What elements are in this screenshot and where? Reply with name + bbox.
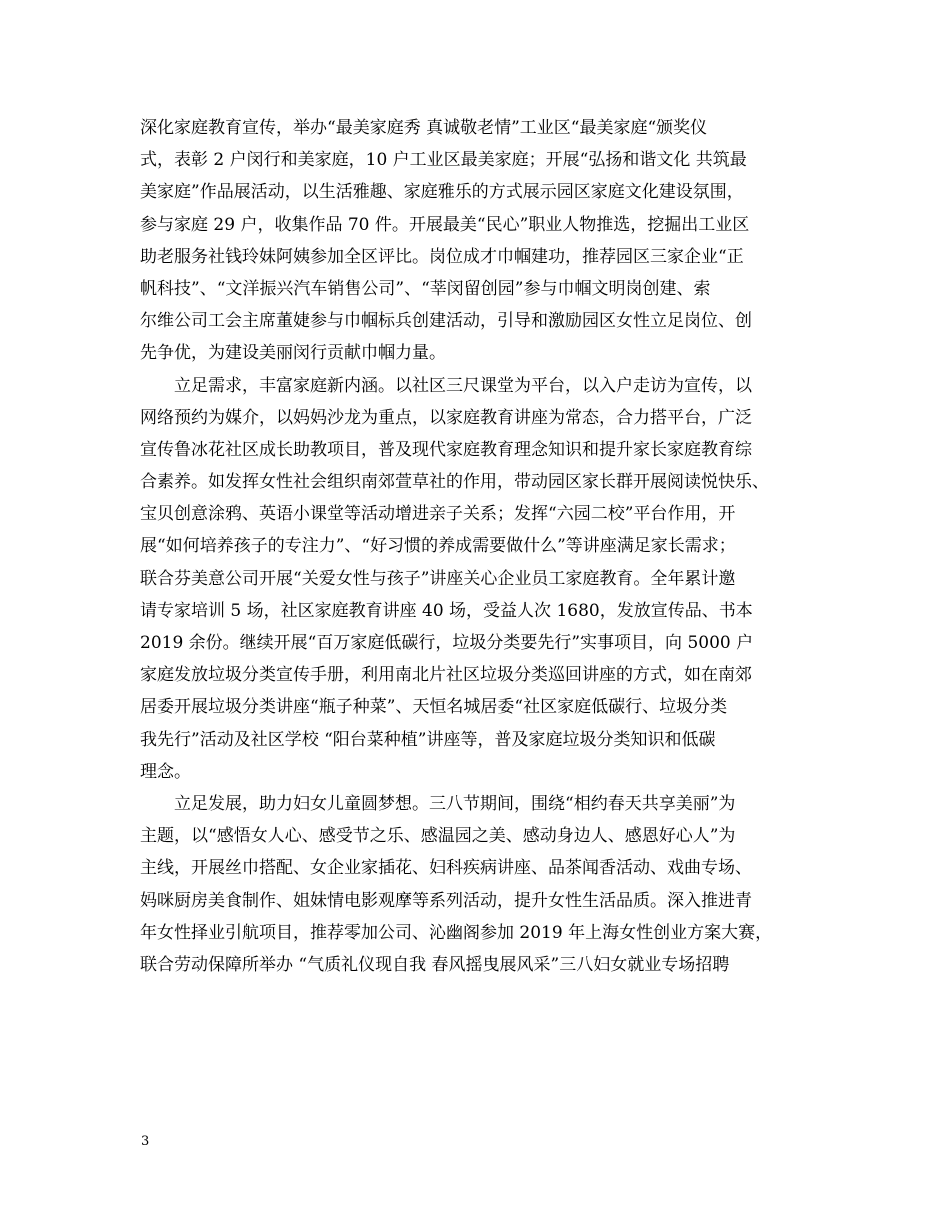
text-line: 帆科技”、“文洋振兴汽车销售公司”、“莘闵留创园”参与巾帼文明岗创建、索 bbox=[140, 278, 711, 299]
text-line: 尔维公司工会主席董婕参与巾帼标兵创建活动，引导和激励园区女性立足岗位、创 bbox=[140, 311, 752, 332]
body-text bbox=[140, 112, 830, 981]
paragraph-start-line: 立足需求，丰富家庭新内涵。以社区三尺课堂为平台，以入户走访为宣传，以 bbox=[174, 375, 752, 396]
text-line: 网络预约为媒介，以妈妈沙龙为重点，以家庭教育讲座为常态，合力搭平台，广泛 bbox=[140, 407, 752, 428]
text-line: 2019 余份。继续开展“百万家庭低碳行，垃圾分类要先行”实事项目，向 5000 户 bbox=[140, 633, 754, 653]
text-line: 宝贝创意涂鸦、英语小课堂等活动增进亲子关系；发挥“六园二校”平台作用，开 bbox=[140, 504, 736, 525]
text-line: 参与家庭 29 户，收集作品 70 件。开展最美“民心”职业人物推选，挖掘出工业区 bbox=[140, 214, 750, 235]
text-line: 主线，开展丝巾搭配、女企业家插花、妇科疾病讲座、品茶闻香活动、戏曲专场、 bbox=[140, 858, 752, 879]
page-number: 3 bbox=[141, 1134, 150, 1149]
text-line: 妈咪厨房美食制作、姐妹情电影观摩等系列活动，提升女性生活品质。深入推进青 bbox=[140, 890, 752, 911]
text-line: 联合劳动保障所举办 “气质礼仪现自我 春风摇曳展风采”三八妇女就业专场招聘 bbox=[140, 954, 730, 975]
text-line: 深化家庭教育宣传，举办“最美家庭秀 真诚敬老情”工业区“最美家庭“颁奖仪 bbox=[140, 118, 708, 138]
text-line: 年女性择业引航项目，推荐零加公司、沁幽阁参加 2019 年上海女性创业方案大赛， bbox=[140, 922, 773, 943]
paragraph-start-line: 立足发展，助力妇女儿童圆梦想。三八节期间，围绕“相约春天共享美丽”为 bbox=[174, 793, 736, 814]
text-line: 联合芬美意公司开展“关爱女性与孩子”讲座关心企业员工家庭教育。全年累计邀 bbox=[140, 568, 736, 589]
text-line: 居委开展垃圾分类讲座“瓶子种菜”、天恒名城居委“社区家庭低碳行、垃圾分类 bbox=[140, 697, 728, 718]
text-line: 宣传鲁冰花社区成长助教项目，普及现代家庭教育理念知识和提升家长家庭教育综 bbox=[140, 439, 752, 460]
text-line: 先争优，为建设美丽闵行贡献巾帼力量。 bbox=[140, 343, 446, 364]
text-line: 合素养。如发挥女性社会组织南郊萱草社的作用，带动园区家长群开展阅读悦快乐、 bbox=[140, 472, 769, 493]
text-line: 主题，以“感悟女人心、感受节之乐、感温园之美、感动身边人、感恩好心人”为 bbox=[140, 826, 736, 847]
text-line: 理念。 bbox=[140, 761, 191, 782]
text-line: 助老服务社钱玲妹阿姨参加全区评比。岗位成才巾帼建功，推荐园区三家企业“正 bbox=[140, 246, 744, 267]
text-line: 展“如何培养孩子的专注力”、“好习惯的养成需要做什么”等讲座满足家长需求； bbox=[140, 536, 736, 557]
text-line: 美家庭”作品展活动，以生活雅趣、家庭雅乐的方式展示园区家庭文化建设氛围， bbox=[140, 182, 744, 203]
text-line: 请专家培训 5 场，社区家庭教育讲座 40 场，受益人次 1680，发放宣传品、书本 bbox=[140, 600, 753, 621]
text-line: 我先行”活动及社区学校 “阳台菜种植”讲座等，普及家庭垃圾分类知识和低碳 bbox=[140, 729, 716, 750]
text-line: 式，表彰 2 户闵行和美家庭，10 户工业区最美家庭；开展“弘扬和谐文化 共筑最 bbox=[140, 150, 747, 171]
text-line: 家庭发放垃圾分类宣传手册，利用南北片社区垃圾分类巡回讲座的方式，如在南郊 bbox=[140, 665, 752, 686]
